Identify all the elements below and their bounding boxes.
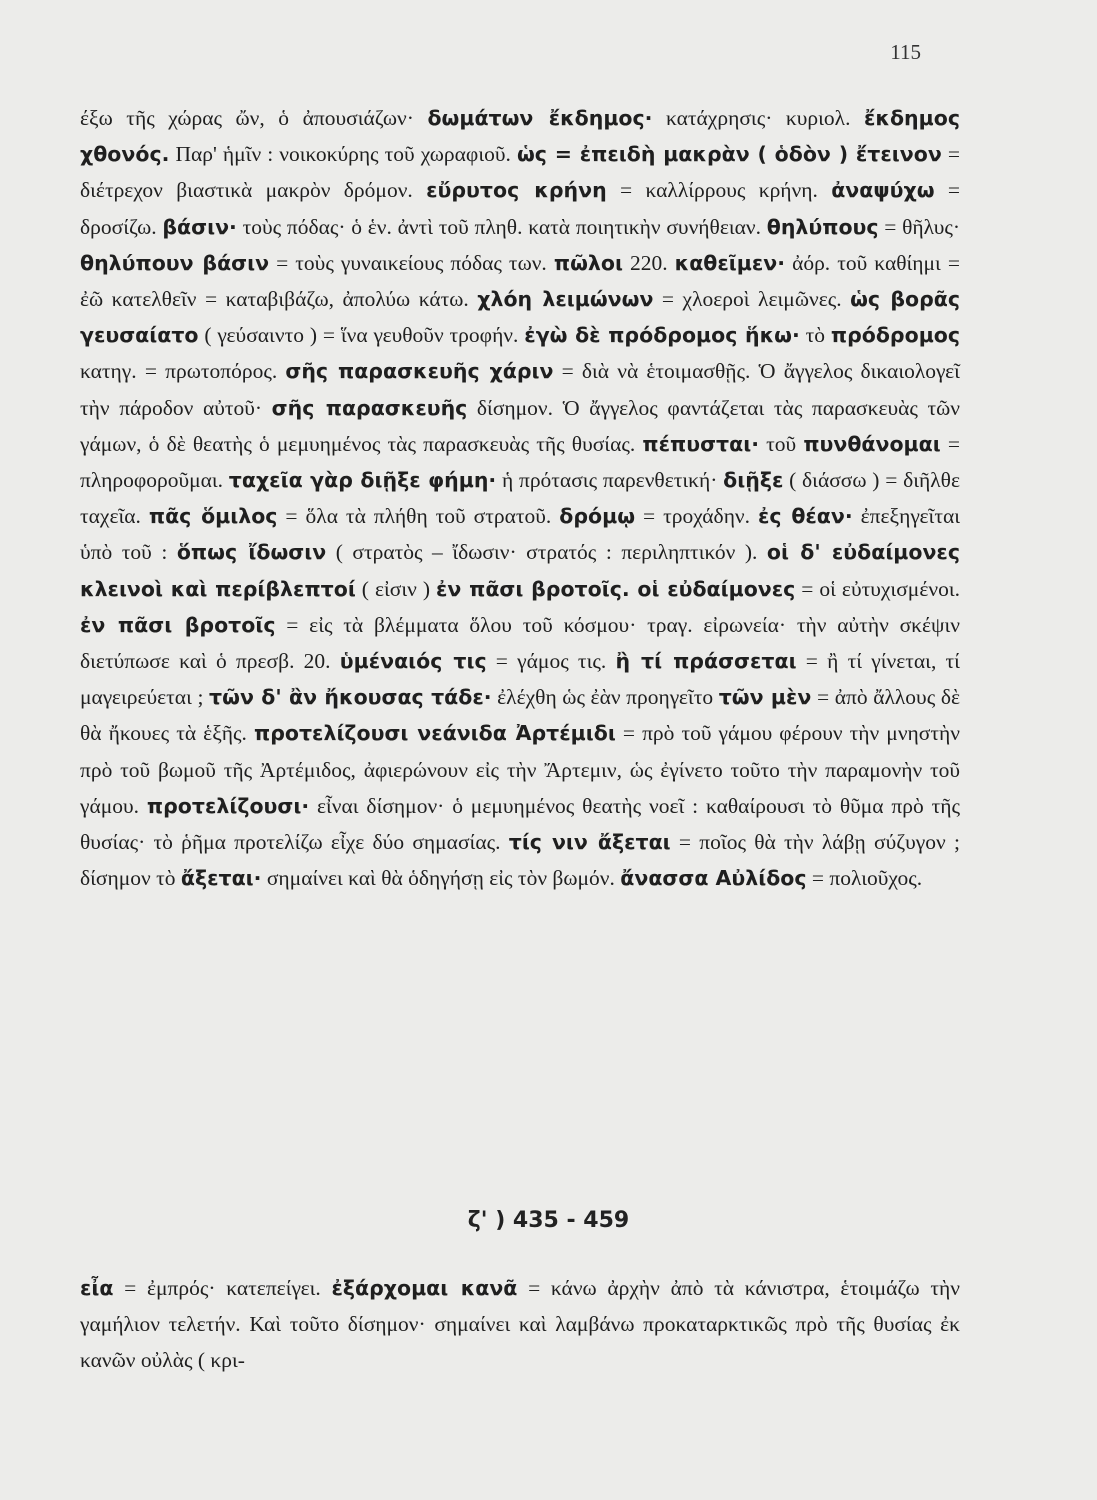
lemma-term: ἐξάρχομαι κανᾶ xyxy=(331,1276,518,1300)
lemma-term: προτελίζουσι· xyxy=(146,793,310,818)
gloss-text: 220. xyxy=(622,250,675,275)
gloss-text: δίσημον. Ὁ ἄγγελος φαντάζεται τὰς παρασκευὰς τῶν γάμων, ὁ δὲ θεατὴς ὁ μεμυημένος τὰς παρασκευὰς τῆς θυσίας. xyxy=(80,395,960,456)
lemma-term: σῆς παρασκευῆς xyxy=(271,395,468,420)
lemma-term: ἢ τί πράσσεται xyxy=(615,649,797,674)
gloss-text: ἡ πρότασις παρενθετική· xyxy=(496,468,724,493)
lemma-term: εὔρυτος κρήνη xyxy=(426,178,607,203)
gloss-text: τὸ xyxy=(799,323,831,348)
lemma-term: σῆς παρασκευῆς χάριν xyxy=(285,359,554,384)
lemma-term: ὅπως ἴδωσιν xyxy=(176,540,327,565)
commentary-section-2 xyxy=(80,1270,960,1379)
lemma-term: ἐς θέαν· xyxy=(758,504,853,529)
lemma-term: ὡς βορᾶς γευσαίατο xyxy=(80,287,961,348)
gloss-text: = ὅλα τὰ πλήθη τοῦ στρατοῦ. xyxy=(277,504,560,529)
gloss-text: ( διάσσω ) = διῆλθε ταχεῖα. xyxy=(80,468,960,529)
gloss-text: κατάχρησις· κυριολ. xyxy=(652,106,864,130)
gloss-text: = οἱ εὐτυχισμένοι. xyxy=(795,576,960,601)
gloss-text: = διὰ νὰ ἑτοιμασθῇς. Ὁ ἄγγελος δικαιολογεῖ τὴν πάροδον αὐτοῦ· xyxy=(80,359,960,420)
commentary-section-1 xyxy=(80,100,960,896)
lemma-term: ἀναψύχω xyxy=(831,178,935,203)
gloss-text: = πολιοῦχος. xyxy=(806,866,923,891)
lemma-term: δωμάτων ἔκδημος· xyxy=(427,106,653,130)
gloss-text: εἶναι δίσημον· ὁ μεμυημένος θεατὴς νοεῖ : καθαίρουσι τὸ θῦμα πρὸ τῆς θυσίας· τὸ ῥῆμα προτελίζω εἶχε δύο σημασίας. xyxy=(80,793,961,855)
lemma-term: τῶν μὲν xyxy=(718,685,812,710)
lemma-term: ἐν πᾶσι βροτοῖς xyxy=(80,612,276,637)
gloss-text: = ἀπὸ ἄλλους δὲ θὰ ἤκουες τὰ ἑξῆς. xyxy=(80,685,960,746)
lemma-term: πᾶς ὅμιλος xyxy=(148,504,278,529)
lemma-term: τίς νιν ἄξεται xyxy=(508,830,671,855)
gloss-text: = ἐμπρός· κατεπείγει. xyxy=(113,1276,332,1300)
lemma-term: πρόδρομος xyxy=(830,323,961,348)
gloss-text: = τροχάδην. xyxy=(635,504,759,529)
gloss-text: σημαίνει καὶ θὰ ὁδηγήσῃ εἰς τὸν βωμόν. xyxy=(261,866,621,891)
gloss-text: = χλοεροὶ λειμῶνες. xyxy=(653,287,851,312)
lemma-term: δρόμῳ xyxy=(559,504,636,529)
lemma-term: προτελίζουσι νεάνιδα Ἀρτέμιδι xyxy=(254,721,616,746)
gloss-text: = εἰς τὰ βλέμματα ὅλου τοῦ κόσμου· τραγ. εἰρωνεία· τὴν αὐτὴν σκέψιν διετύπωσε καὶ ὁ πρεσβ. 20. xyxy=(80,612,960,674)
lemma-term: καθεῖμεν· xyxy=(674,250,786,275)
gloss-text: κατηγ. = πρωτοπόρος. xyxy=(80,359,286,384)
gloss-text: ἀόρ. τοῦ καθίημι = ἐῶ κατελθεῖν = καταβιβάζω, ἀπολύω κάτω. xyxy=(80,250,961,312)
lemma-term: οἱ δ' εὐδαίμονες κλεινοὶ καὶ περίβλεπτοί xyxy=(80,540,960,601)
lemma-term: ἐγὼ δὲ πρόδρομος ἥκω· xyxy=(524,323,800,348)
gloss-text: ἐπεξηγεῖται ὑπὸ τοῦ : xyxy=(80,504,961,565)
gloss-text: = γάμος τις. xyxy=(486,649,616,674)
lemma-term: διῇξε xyxy=(723,468,784,493)
lemma-term: ἄνασσα Αὐλίδος xyxy=(620,866,807,891)
page-number: 115 xyxy=(890,40,921,64)
gloss-text: τοὺς πόδας· ὁ ἑν. ἀντὶ τοῦ πληθ. κατὰ ποιητικὴν συνήθειαν. xyxy=(236,214,767,239)
section-heading: ζ' ) 435 - 459 xyxy=(467,1208,630,1233)
gloss-text: ἐλέχθη ὡς ἐὰν προηγεῖτο xyxy=(491,685,719,710)
lemma-term: πῶλοι xyxy=(553,250,623,275)
gloss-text: έξω τῆς χώρας ὤν, ὁ ἀπουσιάζων· xyxy=(80,106,428,130)
gloss-text: ( στρατὸς – ἴδωσιν· στρατός : περιληπτικόν ). xyxy=(326,540,767,565)
lemma-term: θηλύπους xyxy=(766,214,879,239)
lemma-term: πυνθάνομαι xyxy=(803,431,941,456)
lemma-term: ἄξεται· xyxy=(180,866,262,891)
lemma-term: πέπυσται· xyxy=(642,431,759,456)
lemma-term: ἔκδημος χθονός. xyxy=(80,106,960,167)
gloss-text: = πρὸ τοῦ γάμου φέρουν τὴν μνηστὴν πρὸ τοῦ βωμοῦ τῆς Ἀρτέμιδος, ἀφιερώνουν εἰς τὴν Ἄρτεμιν, ὡς ἐγίνετο τοῦτο τὴν παραμονὴν τοῦ γάμου. xyxy=(80,721,960,818)
gloss-text: = δροσίζω. xyxy=(80,178,960,239)
gloss-text: = τοὺς γυναικείους πόδας των. xyxy=(269,250,554,275)
gloss-text: ( εἰσιν ) xyxy=(355,576,436,601)
gloss-text: = ἢ τί γίνεται, τί μαγειρεύεται ; xyxy=(80,649,960,710)
gloss-text: Παρ' ἡμῖν : νοικοκύρης τοῦ χωραφιοῦ. xyxy=(169,142,517,167)
lemma-term: βάσιν· xyxy=(162,214,237,239)
gloss-text: = θῆλυς· xyxy=(878,214,961,239)
lemma-term: ὑμέναιός τις xyxy=(339,649,487,674)
gloss-text: = πληροφοροῦμαι. xyxy=(80,431,960,493)
gloss-text: = ποῖος θὰ τὴν λάβῃ σύζυγον ; δίσημον τὸ xyxy=(80,830,960,891)
gloss-text: = κάνω ἀρχὴν ἀπὸ τὰ κάνιστρα, ἑτοιμάζω τὴν γαμήλιον τελετήν. Καὶ τοῦτο δίσημον· σημαίνει καὶ λαμβάνω προκαταρκτικῶς πρὸ τῆς θυσίας ἐκ κανῶν οὐλὰς ( κρι- xyxy=(80,1276,960,1373)
lemma-term: ἐν πᾶσι βροτοῖς. οἱ εὐδαίμονες xyxy=(436,576,796,601)
gloss-text: = καλλίρρους κρήνη. xyxy=(606,178,832,203)
lemma-term: τῶν δ' ἂν ἤκουσας τάδε· xyxy=(209,685,492,710)
gloss-text: ( γεύσαιντο ) = ἵνα γευθοῦν τροφήν. xyxy=(198,323,525,348)
gloss-text: τοῦ xyxy=(758,431,804,456)
gloss-text: = διέτρεχον βιαστικὰ μακρὸν δρόμον. xyxy=(80,142,960,203)
lemma-term: χλόη λειμώνων xyxy=(477,287,654,312)
lemma-term: ὡς = ἐπειδὴ μακρὰν ( ὁδὸν ) ἔτεινον xyxy=(516,142,942,167)
lemma-term: ταχεῖα γὰρ διῇξε φήμη· xyxy=(228,468,497,493)
lemma-term: εἶα xyxy=(80,1276,114,1300)
lemma-term: θηλύπουν βάσιν xyxy=(80,250,270,275)
